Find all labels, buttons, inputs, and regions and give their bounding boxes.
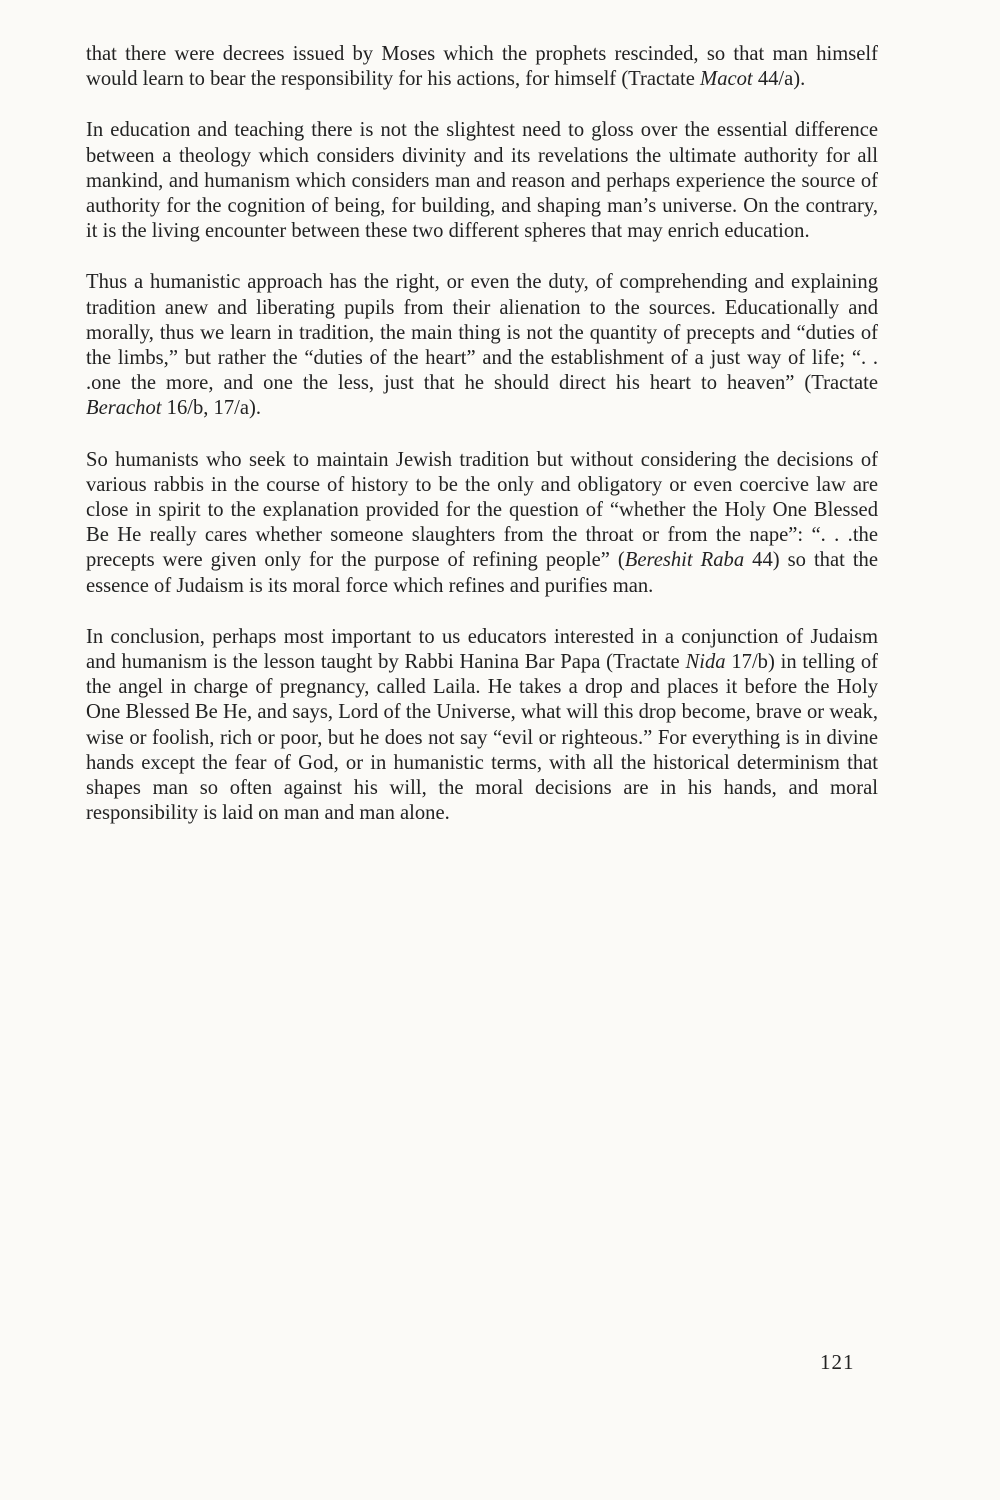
paragraph-text: Thus a humanistic approach has the right, or even the duty, of comprehending and explaining tradition anew and liberating pupils from their alienation to the sources. Educationally and morally, thus we learn in tradition, the main thing is not the quantity of precepts and “duties of the limbs,” but rather the “duties of the heart” and the establishment of a just way of life; “. . .one the more, and one the less, just that he should direct his heart to heaven” (Tractate <box>86 271 878 395</box>
paragraph-3 <box>86 270 878 421</box>
tractate-title: Berachot <box>86 397 162 420</box>
paragraph-4 <box>86 448 878 599</box>
paragraph-text: In education and teaching there is not the slightest need to gloss over the essential difference between a theology which considers divinity and its revelations the ultimate authority for all mankind, and humanism which considers man and reason and perhaps experience the source of authority for the cognition of being, for building, and shaping man’s universe. On the contrary, it is the living encounter between these two different spheres that may enrich education. <box>86 119 878 243</box>
paragraph-text: 44/a). <box>752 68 806 91</box>
source-title: Bereshit Raba <box>624 549 745 572</box>
paragraph-2 <box>86 118 878 244</box>
paragraph-1 <box>86 42 878 92</box>
page-number: 121 <box>820 1350 855 1374</box>
tractate-title: Macot <box>700 68 753 91</box>
paragraph-text: 44) so that the essence of Judaism is its moral force which refines and purifies man. <box>86 549 878 597</box>
tractate-title: Nida <box>685 651 726 674</box>
paragraph-text: In conclusion, perhaps most important to us educators interested in a conjunction of Judaism and humanism is the lesson taught by Rabbi Hanina Bar Papa (Tractate <box>86 625 878 674</box>
paragraph-text: 17/b) in telling of the angel in charge of pregnancy, called Laila. He takes a drop and places it before the Holy One Blessed Be He, and says, Lord of the Universe, what will this drop become, brave or weak, wise or foolish, rich or poor, but he does not say “evil or righteous.” For everything is in divine hands except the fear of God, or in humanistic terms, with all the historical determinism that shapes man so often against his will, the moral decisions are in his hands, and moral responsibility is laid on man and man alone. <box>86 651 878 825</box>
body-text <box>86 42 878 852</box>
paragraph-5 <box>86 625 878 827</box>
paragraph-text: that there were decrees issued by Moses which the prophets rescinded, so that man himself would learn to bear the responsibility for his actions, for himself (Tractate <box>86 43 878 91</box>
paragraph-text: So humanists who seek to maintain Jewish tradition but without considering the decisions of various rabbis in the course of history to be the only and obligatory or even coercive law are close in spirit to the explanation provided for the question of “whether the Holy One Blessed Be He really cares whether someone slaughters from the throat or from the nape”: “. . .the precepts were given only for the purpose of refining people” ( <box>86 448 878 572</box>
paragraph-text: 16/b, 17/a). <box>161 397 262 420</box>
